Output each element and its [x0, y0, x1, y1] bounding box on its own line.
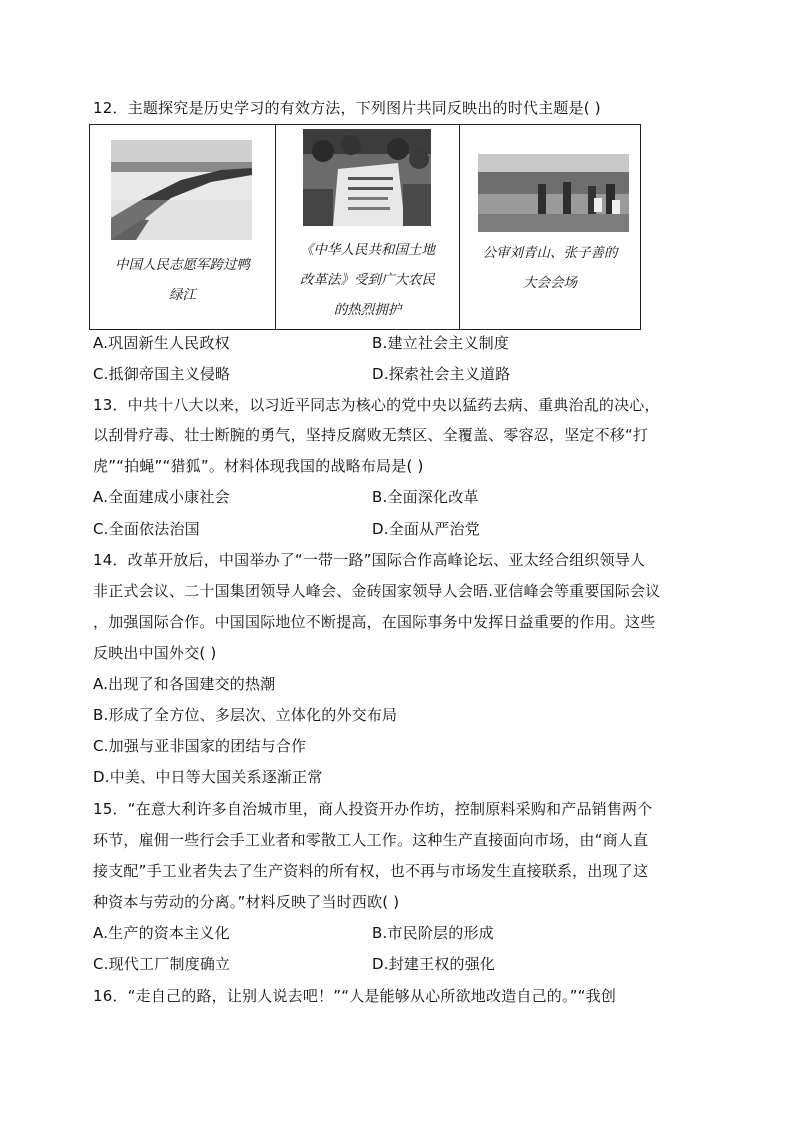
caption-line: 公审刘青山、张子善的	[482, 245, 618, 261]
q14-option-c[interactable]: C.加强与亚非国家的团结与合作	[93, 737, 307, 755]
caption-line: 改革法》受到广大农民	[300, 272, 435, 288]
q14-option-a[interactable]: A.出现了和各国建交的热潮	[93, 675, 276, 693]
q15-stem-line: 接支配”手工业者失去了生产资料的所有权，也不再与市场发生直接联系，出现了这	[93, 862, 649, 880]
q12-image-table	[89, 124, 641, 330]
q13-stem-line: 以刮骨疗毒、壮士断腕的勇气，坚持反腐败无禁区、全覆盖、零容忍，坚定不移“打	[93, 426, 649, 444]
q15-option-d[interactable]: D.封建王权的强化	[372, 955, 496, 973]
q14-stem-line: 反映出中国外交( )	[93, 644, 217, 662]
photo-yalu-crossing	[111, 140, 252, 240]
q14-option-b[interactable]: B.形成了全方位、多层次、立体化的外交布局	[93, 706, 398, 724]
q13-option-b[interactable]: B.全面深化改革	[372, 488, 479, 506]
q14-stem-line: 非正式会议、二十国集团领导人峰会、金砖国家领导人会晤.亚信峰会等重要国际会议	[93, 582, 661, 600]
q13-stem-line: 虎”“拍蝇”“猎狐”。材料体现我国的战略布局是( )	[93, 457, 424, 475]
photo-land-reform	[303, 129, 431, 226]
caption-land-reform	[276, 235, 459, 325]
q13-option-c[interactable]: C.全面依法治国	[93, 520, 200, 538]
q13-option-d[interactable]: D.全面从严治党	[372, 520, 480, 538]
caption-line: 绿江	[169, 287, 196, 303]
q15-option-a[interactable]: A.生产的资本主义化	[93, 924, 230, 942]
q14-option-d[interactable]: D.中美、中日等大国关系逐渐正常	[93, 768, 323, 786]
caption-line: 的热烈拥护	[333, 302, 402, 318]
q13-stem-line: 13．中共十八大以来，以习近平同志为核心的党中央以猛药去病、重典治乱的决心，	[93, 396, 660, 414]
q15-option-c[interactable]: C.现代工厂制度确立	[93, 955, 231, 973]
caption-line: 《中华人民共和国土地	[300, 242, 435, 258]
q16-stem-line: 16．“走自己的路，让别人说去吧！”“人是能够从心所欲地改造自己的。”“我创	[93, 987, 617, 1005]
image-cell-volunteers	[90, 125, 275, 329]
q12-option-b[interactable]: B.建立社会主义制度	[372, 334, 510, 352]
photo-public-trial	[478, 154, 629, 232]
q12-option-d[interactable]: D.探索社会主义道路	[372, 365, 511, 383]
q14-stem-line: ，加强国际合作。中国国际地位不断提高，在国际事务中发挥日益重要的作用。这些	[93, 613, 656, 631]
q12-stem: 12．主题探究是历史学习的有效方法，下列图片共同反映出的时代主题是( )	[93, 99, 601, 117]
q15-option-b[interactable]: B.市民阶层的形成	[372, 924, 494, 942]
q15-stem-line: 种资本与劳动的分离。”材料反映了当时西欧( )	[93, 893, 400, 911]
q13-option-a[interactable]: A.全面建成小康社会	[93, 488, 230, 506]
q12-option-a[interactable]: A.巩固新生人民政权	[93, 334, 230, 352]
q12-option-c[interactable]: C.抵御帝国主义侵略	[93, 365, 231, 383]
q15-stem-line: 环节，雇佣一些行会手工业者和零散工人工作。这种生产直接面向市场，由“商人直	[93, 831, 649, 849]
q15-stem-line: 15．“在意大利许多自治城市里，商人投资开办作坊，控制原料采购和产品销售两个	[93, 800, 653, 818]
caption-line: 中国人民志愿军跨过鸭	[115, 257, 250, 273]
image-cell-land-reform	[275, 125, 459, 329]
image-cell-trial	[459, 125, 640, 329]
caption-line: 大会会场	[523, 275, 577, 291]
caption-trial	[460, 238, 640, 298]
q14-stem-line: 14．改革开放后，中国举办了“一带一路”国际合作高峰论坛、亚太经合组织领导人	[93, 551, 646, 569]
caption-volunteers	[90, 250, 275, 310]
